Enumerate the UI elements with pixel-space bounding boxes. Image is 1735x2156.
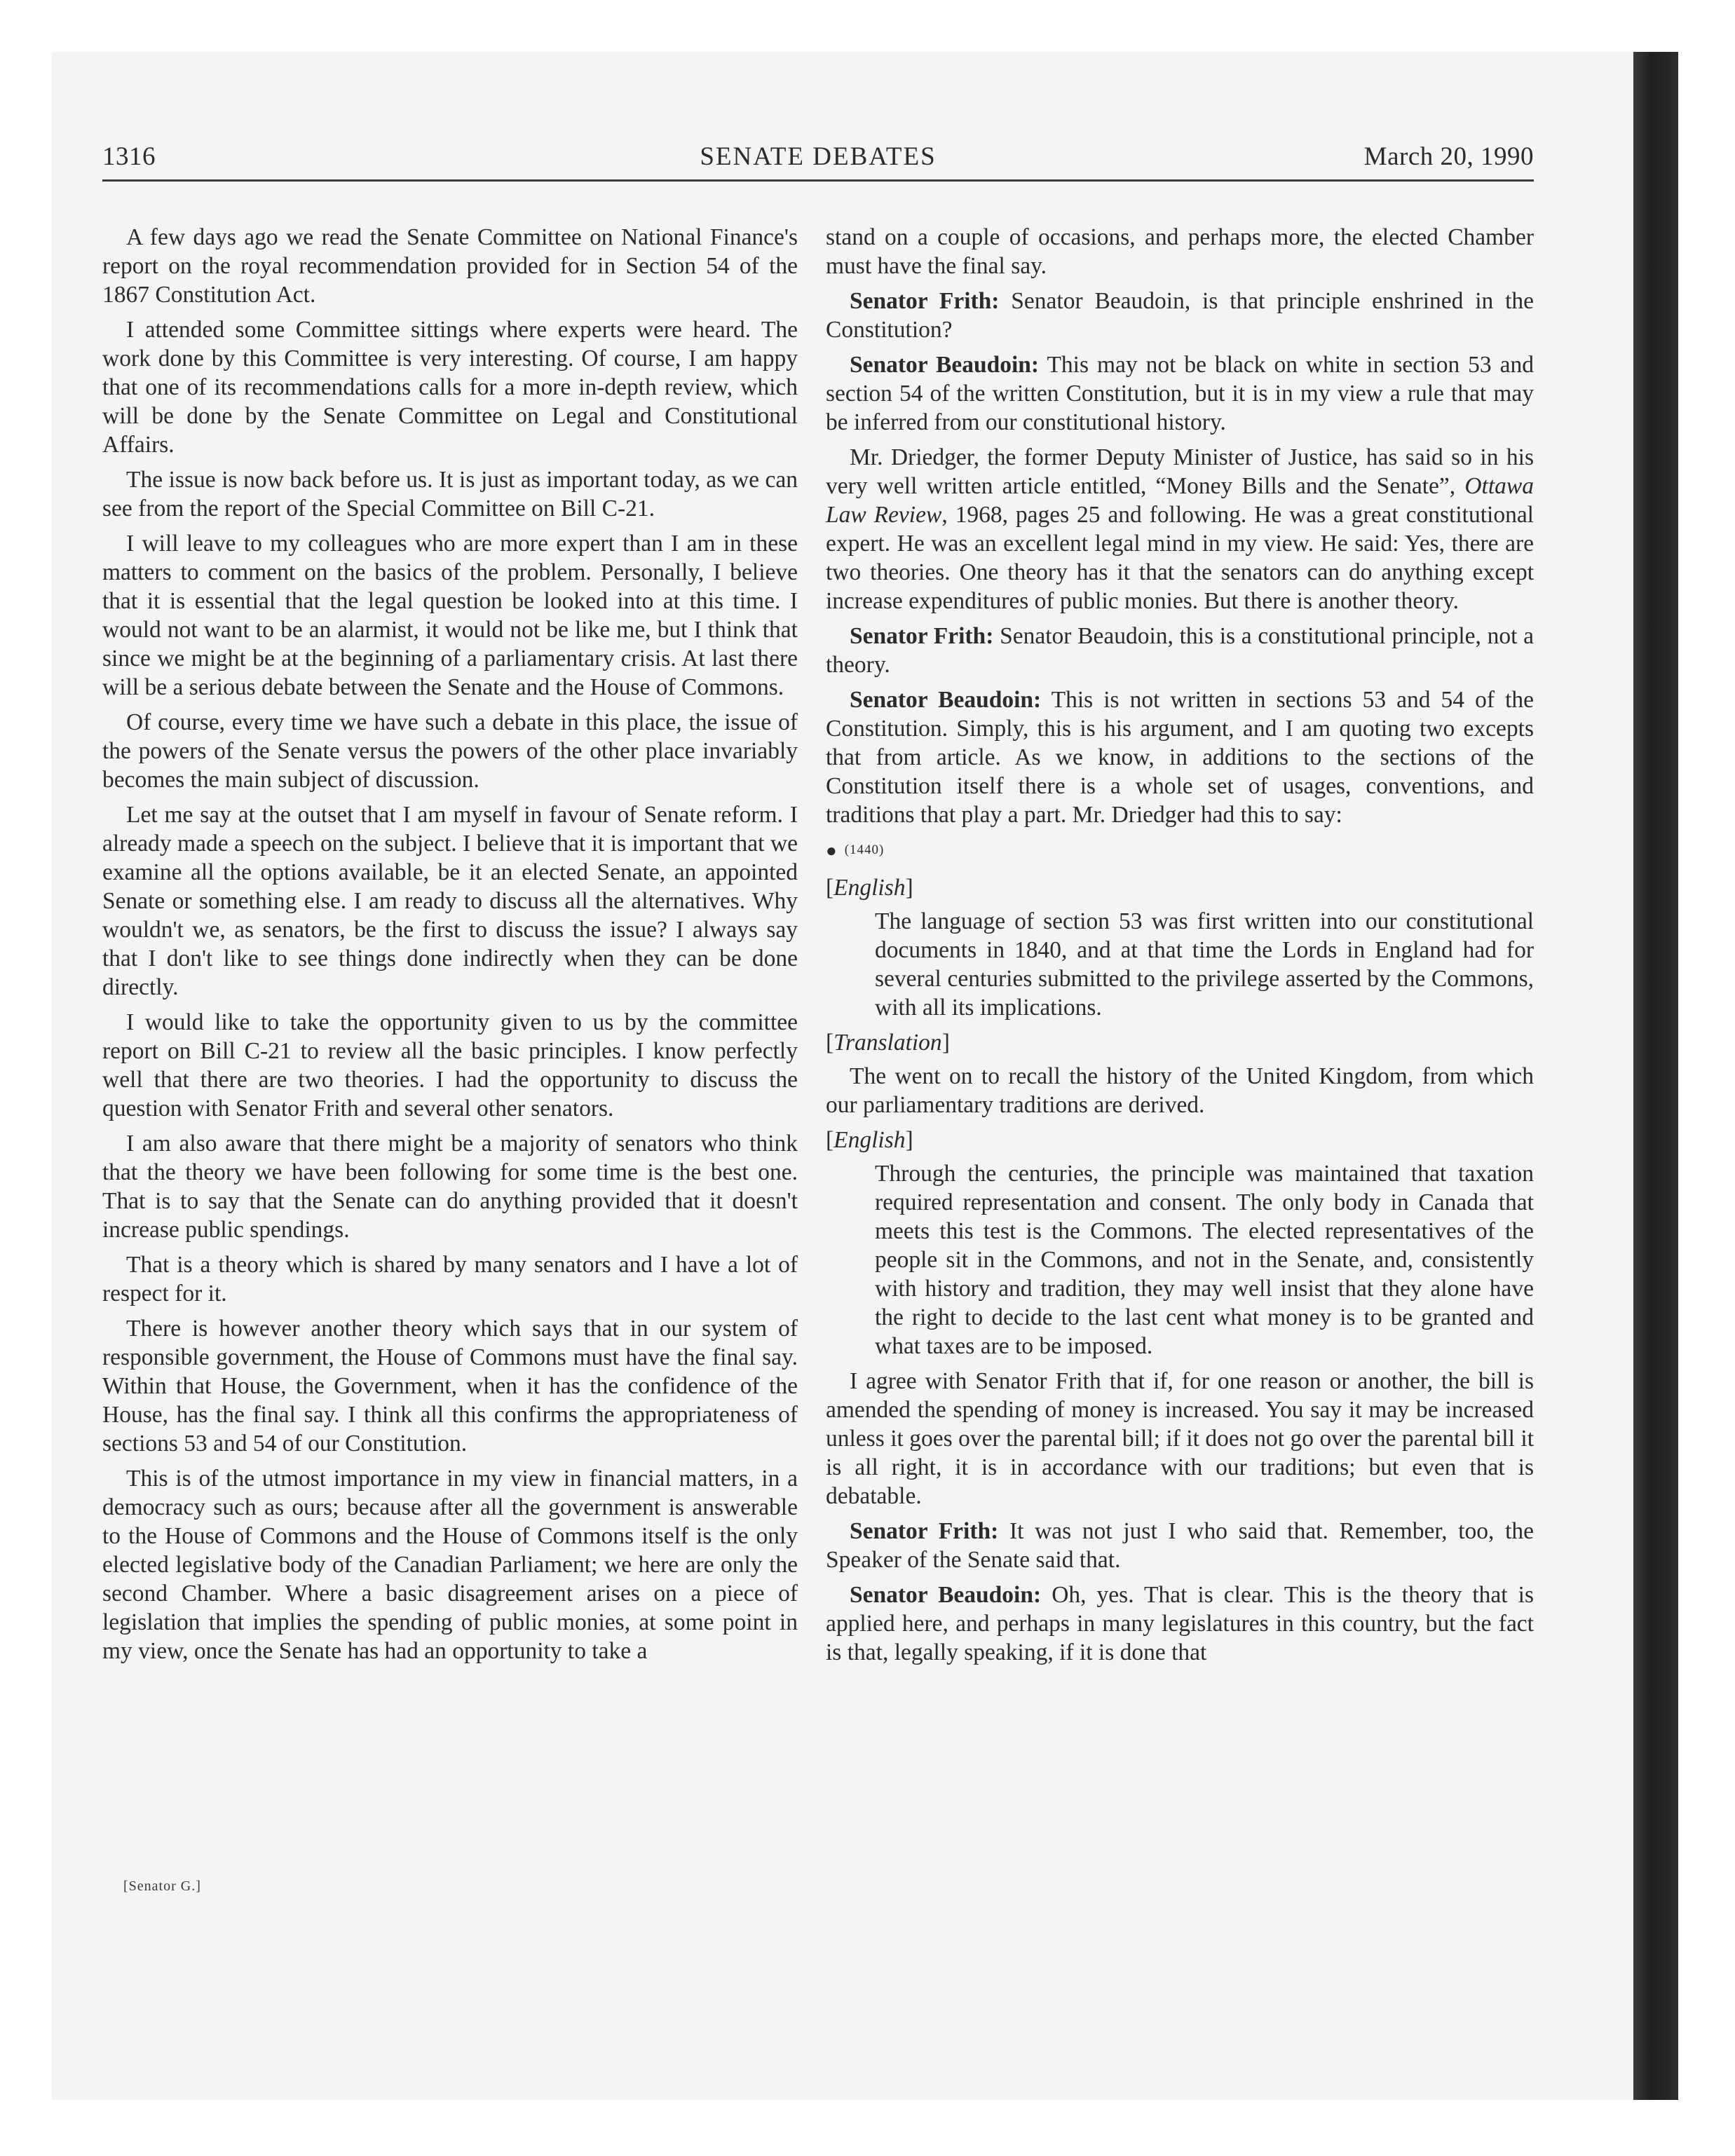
speaker-name: Senator Frith: xyxy=(850,288,1000,314)
paragraph: Let me say at the outset that I am myself in favour of Senate reform. I already made a speech on the subject. I believe that it is important that we examine all the options available, be it an elected Senate, an appointed Senate or something else. I am ready to discuss all the alternatives. Why wouldn't we, as senators, be the first to discuss the issue? I always say that I don't like to see things done indirectly when they can be done directly. xyxy=(102,802,798,1000)
language-tag: [English] xyxy=(826,1127,913,1154)
paragraph: That is a theory which is shared by many senators and I have a lot of respect for it. xyxy=(102,1252,798,1306)
page-header xyxy=(102,140,1534,182)
citation-title: Ottawa Law Review xyxy=(826,473,1534,528)
right-column xyxy=(826,223,1534,1673)
paragraph xyxy=(826,443,1534,615)
paragraph-text: Mr. Driedger, the former Deputy Minister of Justice, has said so in his very well written article entitled, “Money Bills and the Senate”, xyxy=(826,444,1534,499)
paragraph: Of course, every time we have such a debate in this place, the issue of the powers of the Senate versus the powers of the other place invariably becomes the main subject of discussion. xyxy=(102,709,798,793)
language-tag-text: English xyxy=(834,875,906,901)
speech xyxy=(826,350,1534,437)
page-date: March 20, 1990 xyxy=(1363,142,1534,171)
paragraph: I will leave to my colleagues who are more expert than I am in these matters to comment on the basics of the problem. Personally, I believe that it is essential that the legal question be looked into at this time. I would not want to be an alarmist, it would not be like me, but I think that since we might be at the beginning of a parliamentary crisis. At last there will be a serious debate between the Senate and the House of Commons. xyxy=(102,531,798,700)
publication-title: SENATE DEBATES xyxy=(700,142,937,171)
block-quote: The language of section 53 was first written into our constitutional documents in 1840, and at that time the Lords in England had for several centuries submitted to the privilege asserted by the Commons, with all its implications. xyxy=(875,908,1534,1021)
speech xyxy=(826,1581,1534,1667)
speech xyxy=(826,685,1534,829)
speech xyxy=(826,1517,1534,1574)
speech-text: Senator Beaudoin, is that principle enshrined in the Constitution? xyxy=(826,288,1534,343)
paragraph: There is however another theory which says that in our system of responsible government, the House of Commons must have the final say. Within that House, the Government, when it has the confidence of the House, has the final say. I think all this confirms the appropriateness of sections 53 and 54 of our Constitution. xyxy=(102,1316,798,1456)
paragraph-text: , 1968, pages 25 and following. He was a great constitutional expert. He was an excellent legal mind in my view. He said: Yes, there are two theories. One theory has it that the senators can do anything except increase expenditures of public monies. But there is another theory. xyxy=(826,502,1534,614)
paragraph: This is of the utmost importance in my view in financial matters, in a democracy such as ours; because after all the government is answerable to the House of Commons and the House of Commons itself is the only elected legislative body of the Canadian Parliament; we here are only the second Chamber. Where a basic disagreement arises on a piece of legislation that implies the spending of public monies, at some point in my view, once the Senate has had an opportunity to take a xyxy=(102,1466,798,1664)
bullet-icon: ● xyxy=(826,840,838,861)
time-marker xyxy=(826,835,1534,865)
left-column xyxy=(102,223,798,1672)
paragraph: I attended some Committee sittings where experts were heard. The work done by this Committee is very interesting. Of course, I am happy that one of its recommendations calls for a more in-depth review, which will be done by the Senate Committee on Legal and Constitutional Affairs. xyxy=(102,317,798,458)
time-marker-text: (1440) xyxy=(844,842,885,857)
language-tag-text: English xyxy=(834,1127,906,1154)
paragraph: stand on a couple of occasions, and perhaps more, the elected Chamber must have the final say. xyxy=(826,224,1534,279)
scan-edge-shadow xyxy=(1633,52,1678,2100)
speech xyxy=(826,287,1534,344)
speech xyxy=(826,622,1534,679)
paragraph: I would like to take the opportunity given to us by the committee report on Bill C-21 to review all the basic principles. I know perfectly well that there are two theories. I had the opportunity to discuss the question with Senator Frith and several other senators. xyxy=(102,1009,798,1121)
paragraph: The went on to recall the history of the United Kingdom, from which our parliamentary traditions are derived. xyxy=(826,1063,1534,1119)
speaker-name: Senator Beaudoin: xyxy=(850,687,1042,713)
language-tag: [Translation] xyxy=(826,1030,950,1056)
speaker-name: Senator Frith: xyxy=(850,623,994,649)
speaker-name: Senator Frith: xyxy=(850,1518,999,1545)
language-tag-text: Translation xyxy=(834,1030,942,1056)
speech-text: Senator Beaudoin, this is a constitutional principle, not a theory. xyxy=(826,623,1534,678)
page-number: 1316 xyxy=(102,142,156,171)
speech-text: This is not written in sections 53 and 54 of the Constitution. Simply, this is his argument, and I am quoting two excepts that from article. As we know, in additions to the sections of the Constitution itself there is a whole set of usages, conventions, and traditions that play a part. Mr. Driedger had this to say: xyxy=(826,687,1534,828)
speech-text: This may not be black on white in section 53 and section 54 of the written Constitution, but it is in my view a rule that may be inferred from our constitutional history. xyxy=(826,352,1535,435)
speech-text: Oh, yes. That is clear. This is the theory that is applied here, and perhaps in many legislatures in this country, but the fact is that, legally speaking, if it is done that xyxy=(826,1582,1534,1666)
paragraph: I agree with Senator Frith that if, for one reason or another, the bill is amended the spending of money is increased. You say it may be increased unless it goes over the parental bill; if it does not go over the parental bill it is all right, it is in accordance with our traditions; but even that is debatable. xyxy=(826,1368,1534,1510)
paragraph: The issue is now back before us. It is just as important today, as we can see from the report of the Special Committee on Bill C-21. xyxy=(102,467,798,521)
speech-text: It was not just I who said that. Remember, too, the Speaker of the Senate said that. xyxy=(826,1518,1534,1574)
paragraph: A few days ago we read the Senate Committee on National Finance's report on the royal recommendation provided for in Section 54 of the 1867 Constitution Act. xyxy=(102,224,798,308)
paragraph: I am also aware that there might be a majority of senators who think that the theory we have been following for some time is the best one. That is to say that the Senate can do anything provided that it doesn't increase public spendings. xyxy=(102,1131,798,1243)
speaker-name: Senator Beaudoin: xyxy=(850,352,1040,378)
language-tag: [English] xyxy=(826,875,913,901)
block-quote: Through the centuries, the principle was maintained that taxation required representation and consent. The only body in Canada that meets this test is the Commons. The elected representatives of the people sit in the Commons, and not in the Senate, and, consistently with history and tradition, they may well insist that they alone have the right to decide to the last cent what money is to be granted and what taxes are to be imposed. xyxy=(875,1161,1534,1360)
speaker-name: Senator Beaudoin: xyxy=(850,1582,1042,1609)
speaker-footnote: [Senator G.] xyxy=(123,1878,201,1894)
